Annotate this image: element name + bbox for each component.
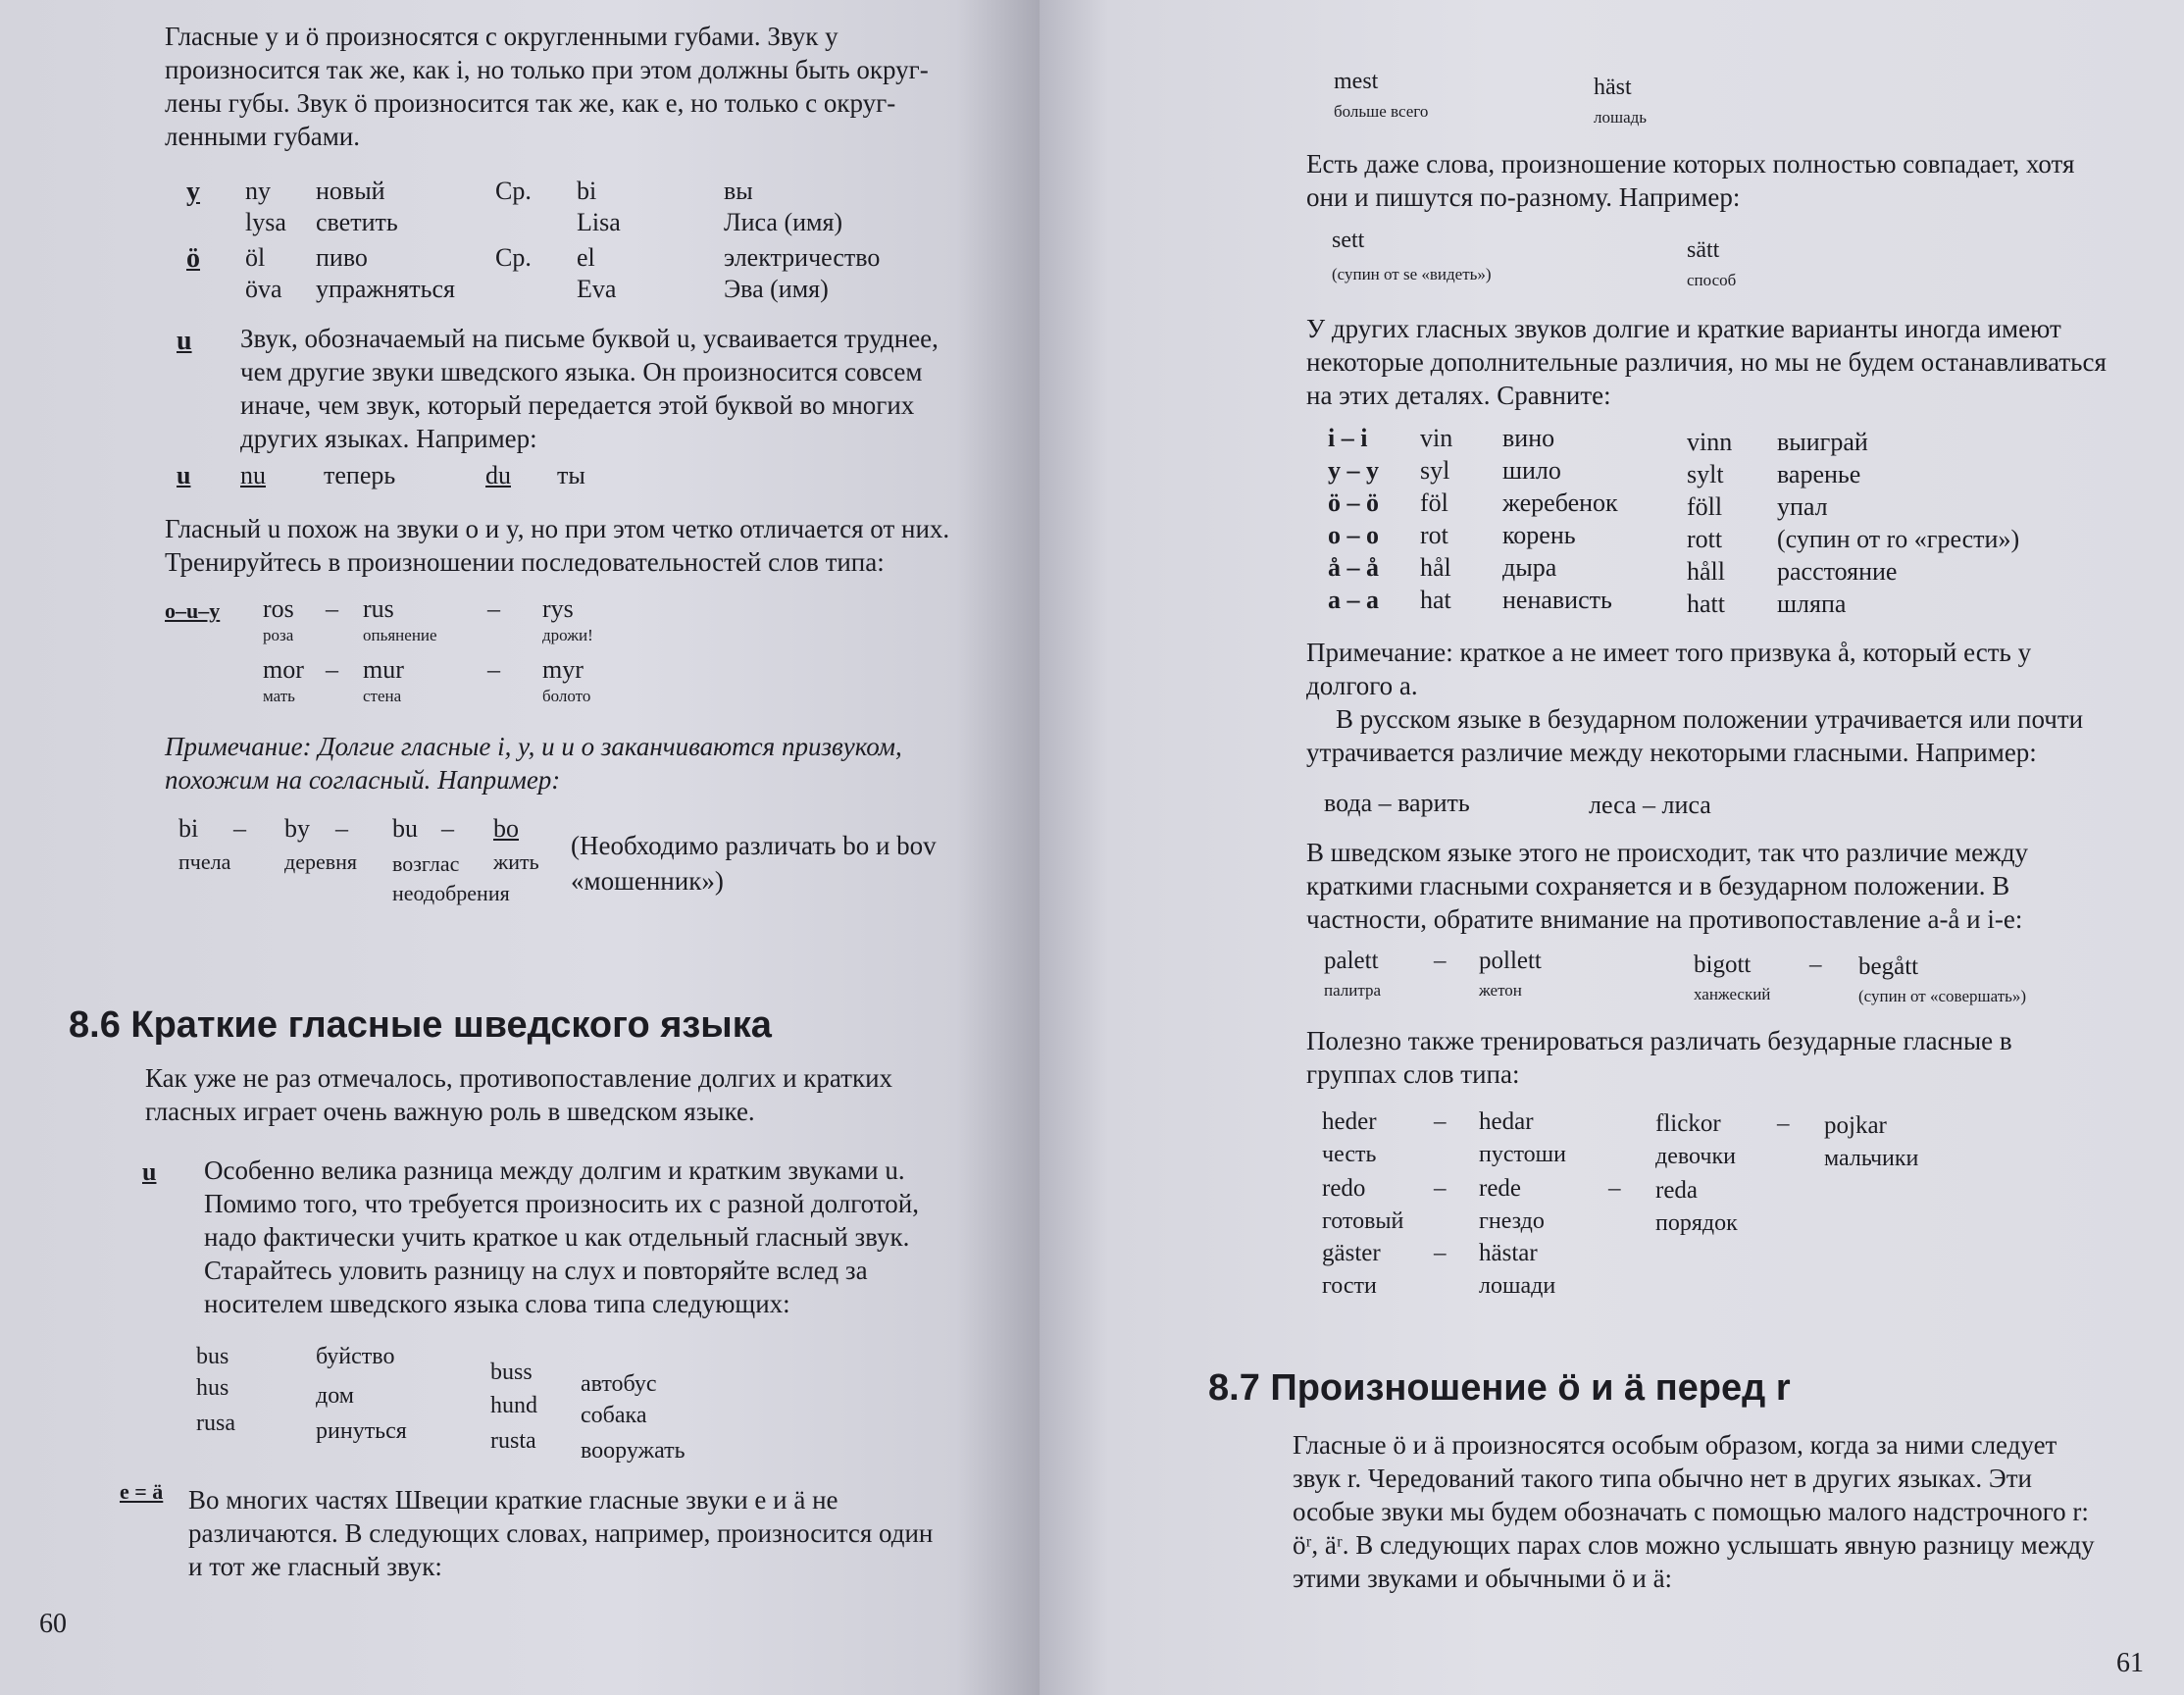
dash: – [326,594,338,623]
dash: – [1434,1108,1447,1135]
word: mor [263,655,304,684]
word: hund [490,1393,537,1418]
swedish-unstressed-paragraph: В шведском языке этого не происходит, так что различие между краткими гласными сохраняется и в безударном положении. В частности, обратите внимание на противопоставление a-å и i-e: [1306,838,2029,934]
dash: – [335,814,348,843]
dash: – [233,814,246,843]
vowel-pair: y – y [1328,456,1379,485]
word: rot [1420,521,1448,549]
word: mest [1334,69,1379,94]
word: heder [1322,1108,1377,1135]
word: by [284,814,310,843]
gloss: порядок [1655,1210,1738,1236]
word: flickor [1655,1110,1721,1137]
gloss: автобус [581,1371,657,1397]
gloss: Эва (имя) [724,275,829,303]
gloss: собака [581,1403,647,1428]
gloss: ринуться [316,1418,407,1444]
gloss: вы [724,177,753,205]
r-vowels-paragraph: Гласные ö и ä произносятся особым образом, когда за ними следует звук r. Чередований такого типа обычно нет в других языках. Эти особые звуки мы будем обозначать с помощью малого надстрочного r: öʳ, äʳ. В следующих парах слов можно услышать явную разницу между этими звуками и обычными ö и ä: [1293,1430,2095,1593]
dash: – [487,594,500,623]
gloss: лошади [1479,1273,1556,1299]
word: bi [178,814,199,843]
vowel-pair: å – å [1328,553,1379,582]
word: hål [1420,553,1451,582]
word: palett [1324,948,1379,974]
vowel-pair: o – o [1328,521,1379,549]
gloss: (супин от ro «грести») [1777,525,2020,553]
dash: – [487,655,500,684]
word: hus [196,1375,229,1401]
intro-paragraph: Гласные y и ö произносятся с округленными губами. Звук y произносится так же, как i, но только при этом должны быть округ- лены губы. Звук ö произносится так же, как e, но только с округ- ленными губами. [165,22,929,151]
dash: – [1777,1110,1790,1137]
u-paragraph: Звук, обозначаемый на письме буквой u, усваивается труднее, чем другие звуки шведского языка. Он произносится совсем иначе, чем звук, который передается этой буквой во многих других языках. Например: [240,324,939,453]
gloss: дыра [1502,553,1557,582]
gloss: пиво [316,243,368,272]
word: rede [1479,1175,1522,1202]
gloss: новый [316,177,385,205]
gloss: готовый [1322,1208,1404,1234]
word: el [577,243,595,272]
same-pronunciation-paragraph: Есть даже слова, произношение которых полностью совпадает, хотя они и пишутся по-разному. Например: [1306,149,2075,212]
word: hat [1420,586,1451,614]
gloss: пчела [178,849,231,874]
gloss: шляпа [1777,590,1847,618]
gloss: палитра [1324,981,1382,1000]
compare-label: Ср. [495,243,532,272]
section-intro-paragraph: Как уже не раз отмечалось, противопоставление долгих и кратких гласных играет очень важную роль в шведском языке. [145,1063,893,1126]
gloss: гнездо [1479,1208,1545,1234]
gloss: пустоши [1479,1142,1566,1167]
word: vin [1420,424,1453,452]
word: pollett [1479,948,1542,974]
practice-paragraph: Полезно также тренироваться различать безударные гласные в группах слов типа: [1306,1026,2012,1089]
gloss: опьянение [363,626,437,644]
word: öl [245,243,266,272]
word: bo [493,814,519,843]
vowel-mark-u: u [177,461,191,489]
vowel-pair: a – a [1328,586,1379,614]
left-page [0,0,1040,1695]
dash: – [1434,1175,1447,1202]
sequence-label: o–u–y [165,598,221,623]
vowel-mark-o: ö [186,243,200,274]
vowel-pair: i – i [1328,424,1368,452]
gloss: жеребенок [1502,488,1618,517]
dash: – [1434,948,1447,974]
word: hatt [1687,590,1725,618]
word: hedar [1479,1108,1534,1135]
word: bi [577,177,597,205]
bi-comment: (Необходимо различать bo и bov «мошенник») [571,831,937,896]
vowel-mark-e-a: e = ä [120,1479,164,1504]
word: mur [363,655,404,684]
gloss: (супин от «совершать») [1858,987,2027,1005]
gloss: упал [1777,492,1828,521]
dash: – [1608,1175,1621,1202]
gloss: роза [263,626,294,644]
gloss: буйство [316,1344,395,1369]
word: öva [245,275,282,303]
word: myr [542,655,584,684]
word: rott [1687,525,1723,553]
russian-example: леса – лиса [1589,791,1711,819]
section-heading-8-6: 8.6 Краткие гласные шведского языка [69,1004,772,1046]
gloss: светить [316,208,398,236]
word: bu [392,814,418,843]
word: bigott [1694,951,1752,978]
gloss: мальчики [1824,1146,1919,1171]
word: gäster [1322,1240,1381,1266]
word: bus [196,1344,229,1369]
vowel-mark-y: y [186,177,200,207]
vowel-pair: ö – ö [1328,488,1379,517]
gloss: возглас неодобрения [392,851,510,905]
gloss: жетон [1479,981,1522,1000]
compare-label: Ср. [495,177,532,205]
gloss: вооружать [581,1438,686,1464]
word: hästar [1479,1240,1538,1266]
word: begått [1858,953,1919,980]
gloss: деревня [284,849,358,874]
gloss: упражняться [316,275,456,303]
gloss: (супин от se «видеть») [1332,265,1492,283]
gloss: жить [493,849,539,874]
other-vowels-paragraph: У других гласных звуков долгие и краткие варианты иногда имеют некоторые дополнительные различия, но мы не будем останавливаться на этих деталях. Сравните: [1306,314,2107,410]
gloss: шило [1502,456,1561,485]
vowel-mark-u: u [142,1157,157,1186]
russian-example: вода – варить [1324,789,1470,817]
word: föl [1420,488,1448,517]
word: redo [1322,1175,1366,1202]
section-heading-8-7: 8.7 Произношение ö и ä перед r [1208,1367,1791,1409]
gloss: ханжеский [1694,985,1771,1003]
vowel-mark-u: u [177,326,192,356]
gloss: болото [542,687,591,705]
word: rusta [490,1428,536,1454]
word: vinn [1687,428,1733,456]
word: rusa [196,1411,235,1436]
gloss: лошадь [1594,108,1648,127]
dash: – [1434,1240,1447,1266]
dash: – [1809,951,1822,978]
gloss: дом [316,1383,354,1409]
russian-paragraph: В русском языке в безударном положении утрачивается или почти утрачивается различие между некоторыми гласными. Например: [1306,704,2084,767]
gloss: Лиса (имя) [724,208,843,236]
word: lysa [245,208,286,236]
word: sätt [1687,237,1720,263]
word: sett [1332,228,1365,253]
gloss: стена [363,687,402,705]
page-number-left: 60 [39,1609,67,1639]
e-a-paragraph: Во многих частях Швеции краткие гласные звуки e и ä не различаются. В следующих словах, например, произносится один и тот же гласный звук: [188,1485,934,1581]
gloss: дрожи! [542,626,593,644]
word: rus [363,594,394,623]
word: Eva [577,275,617,303]
short-u-paragraph: Особенно велика разница между долгим и кратким звуками u. Помимо того, что требуется произносить их с разной долготой, надо фактически учить краткое u как отдельный гласный звук. Старайтесь уловить разницу на слух и повторяйте вслед за носителем шведского языка слова типа следующих: [204,1156,919,1318]
word: syl [1420,456,1450,485]
gloss: варенье [1777,460,1861,488]
dash: – [441,814,454,843]
gloss: больше всего [1334,102,1429,121]
gloss: расстояние [1777,557,1898,586]
gloss: способ [1687,271,1737,289]
word: du [485,461,511,489]
word: ros [263,594,294,623]
word: ny [245,177,271,205]
note2-paragraph: Примечание: краткое a не имеет того призвука å, который есть у долгого a. [1306,638,2032,700]
gloss: выиграй [1777,428,1868,456]
word: rys [542,594,574,623]
gloss: ненависть [1502,586,1612,614]
gloss: гости [1322,1273,1377,1299]
right-page [1040,0,2184,1695]
dash: – [326,655,338,684]
gloss: вино [1502,424,1555,452]
word: håll [1687,557,1725,586]
gloss: корень [1502,521,1576,549]
gloss: девочки [1655,1144,1736,1169]
gloss: теперь [324,461,396,489]
word: Lisa [577,208,621,236]
page-number-right: 61 [2116,1648,2144,1678]
word: föll [1687,492,1723,521]
word: buss [490,1360,533,1385]
word: reda [1655,1177,1699,1204]
gloss: мать [263,687,295,705]
word: pojkar [1824,1112,1887,1139]
gloss: честь [1322,1142,1377,1167]
gloss: электричество [724,243,881,272]
word: nu [240,461,266,489]
word: häst [1594,75,1632,100]
vowel-paragraph: Гласный u похож на звуки o и y, но при этом четко отличается от них. Тренируйтесь в произношении последовательностей слов типа: [165,514,950,577]
word: sylt [1687,460,1724,488]
note-paragraph: Примечание: Долгие гласные i, y, u и o заканчиваются призвуком, похожим на согласный. Например: [165,732,902,795]
gloss: ты [557,461,585,489]
